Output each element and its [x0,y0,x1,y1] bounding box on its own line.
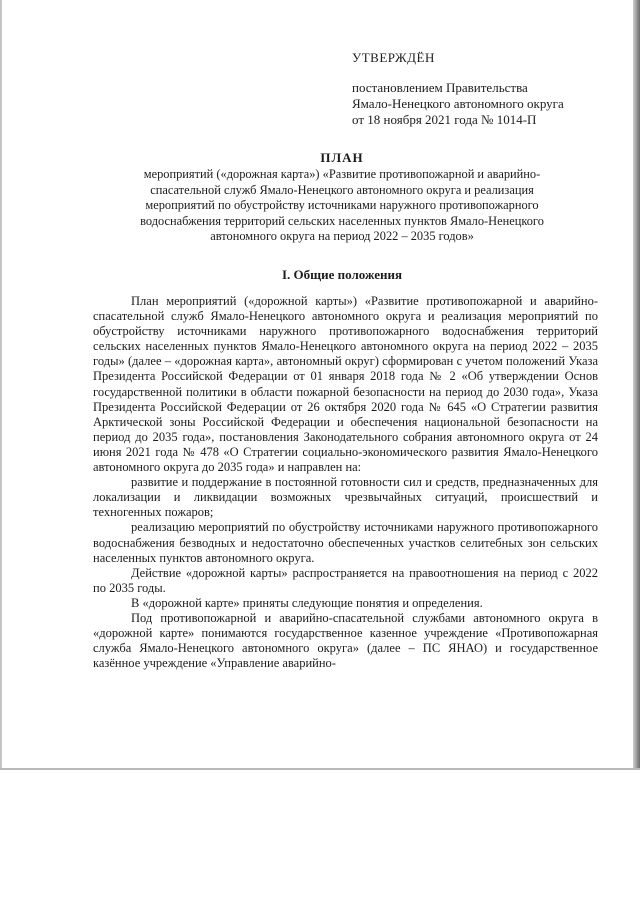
plan-subtitle-line: водоснабжения территорий сельских населенных пунктов Ямало-Ненецкого [140,213,544,228]
plan-subtitle-line: автономного округа на период 2022 – 2035 годов» [210,229,474,243]
scan-edge-left [0,0,2,770]
plan-subtitle-line: мероприятий («дорожная карта») «Развитие противопожарной и аварийно- [143,167,541,181]
plan-heading [100,149,584,245]
document-body [93,294,598,671]
paragraph: Под противопожарной и аварийно-спасательной службами автономного округа в «дорожной карте» понимаются государственное казенное учреждение «Противопожарная служба Ямало-Ненецкого автономного округа» (далее – ПС ЯНАО) и государственное казённое учреждение «Управление аварийно- [93,610,598,671]
approval-title: УТВЕРЖДЁН [352,50,435,65]
approval-line: постановлением Правительства [352,80,528,95]
paragraph: План мероприятий («дорожной карты») «Развитие противопожарной и аварийно-спасательной служб Ямало-Ненецкого автономного округа и реализация мероприятий по обустройству источниками наружного противопожарного водоснабжения территорий сельских населенных пунктов Ямало-Ненецкого автономного округа на период 2022 – 2035 годы» (далее – «дорожная карта», автономный округ) сформирован с учетом положений Указа Президента Российской Федерации от 01 января 2018 года № 2 «Об утверждении Основ государственной политики в области пожарной безопасности на период до 2030 года», Указа Президента Российской Федерации от 26 октября 2020 года № 645 «О Стратегии развития Арктической зоны Российской Федерации и обеспечения национальной безопасности на период до 2035 года», постановления Законодательного собрания автономного округа от 24 июня 2021 года № 478 «О Стратегии социально-экономического развития Ямало-Ненецкого автономного округа до 2035 года» и направлен на: [93,294,598,475]
scan-edge-right [633,0,640,770]
section-heading: I. Общие положения [282,267,402,282]
approval-line: Ямало-Ненецкого автономного округа [352,96,564,111]
scan-bottom-edge [0,768,640,770]
plan-title: ПЛАН [320,150,364,165]
plan-subtitle-line: мероприятий по обустройству источниками наружного противопожарного [145,198,539,212]
paragraph: развитие и поддержание в постоянной готовности сил и средств, предназначенных для локализации и ликвидации возможных чрезвычайных ситуаций, происшествий и техногенных пожаров; [93,475,598,520]
approval-line: от 18 ноября 2021 года № 1014-П [352,112,537,127]
paragraph: реализацию мероприятий по обустройству источниками наружного противопожарного водоснабжения безводных и недостаточно обеспеченных участков селитебных зон сельских населенных пунктов автономного округа. [93,520,598,565]
plan-subtitle-line: спасательной служб Ямало-Ненецкого автономного округа и реализация [150,182,534,197]
approval-block [352,50,622,128]
paragraph: В «дорожной карте» приняты следующие понятия и определения. [131,595,483,610]
paragraph: Действие «дорожной карты» распространяется на правоотношения на период с 2022 по 2035 годы. [93,565,598,595]
